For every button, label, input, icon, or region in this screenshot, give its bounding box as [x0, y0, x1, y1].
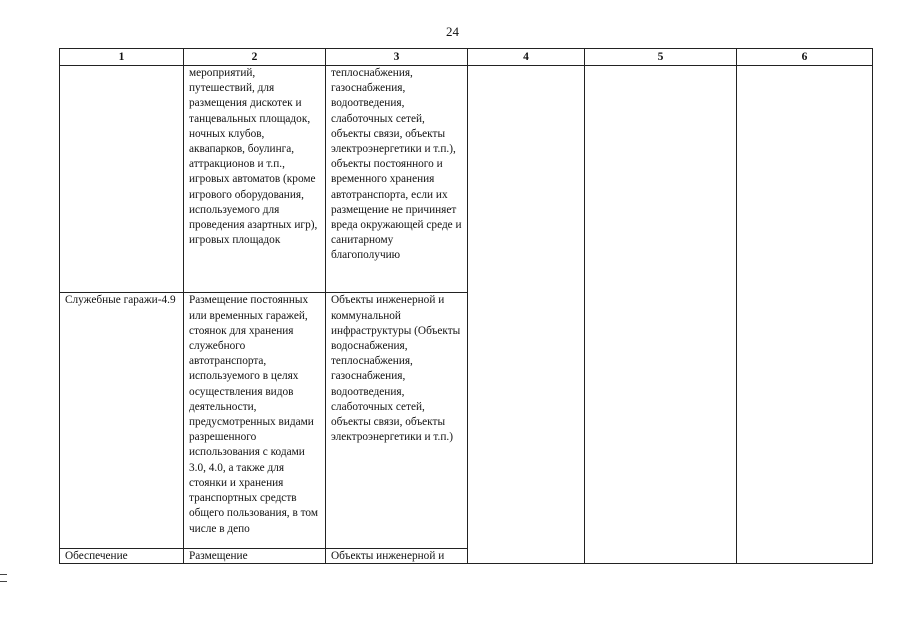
table-row: [60, 66, 873, 293]
row-1-auxiliary-uses: теплоснабжения, газоснабжения, водоотведения, слаботочных сетей, объекты связи, объекты электроэнергетики и т.п.), объекты постоянного и временного хранения автотранспорта, если их размещение не причиняет вреда окружающей среде и санитарному благополучию: [326, 66, 468, 293]
col-6-cell: [737, 66, 873, 564]
header-col-5: 5: [585, 49, 737, 66]
scan-edge-mark: [0, 581, 7, 582]
header-col-4: 4: [468, 49, 585, 66]
row-1-description: мероприятий, путешествий, для размещения дискотек и танцевальных площадок, ночных клубов, аквапарков, боулинга, аттракционов и т.п., игровых автоматов (кроме игрового оборудования, используемого для проведения азартных игр), игровых площадок: [184, 66, 326, 293]
row-2-use-type: Служебные гаражи-4.9: [60, 293, 184, 549]
row-2-auxiliary-uses: Объекты инженерной и коммунальной инфраструктуры (Объекты водоснабжения, теплоснабжения, газоснабжения, водоотведения, слаботочных сетей, объекты связи, объекты электроэнергетики и т.п.): [326, 293, 468, 549]
header-col-1: 1: [60, 49, 184, 66]
header-col-2: 2: [184, 49, 326, 66]
permitted-use-table: [59, 48, 873, 564]
page-number: 24: [446, 24, 459, 39]
header-row: [60, 49, 873, 66]
scan-edge-mark: [0, 574, 7, 575]
row-3-use-type: Обеспечение: [60, 548, 184, 563]
col-5-cell: [585, 66, 737, 564]
header-col-6: 6: [737, 49, 873, 66]
row-3-description: Размещение: [184, 548, 326, 563]
row-3-auxiliary-uses: Объекты инженерной и: [326, 548, 468, 563]
row-1-use-type: [60, 66, 184, 293]
header-col-3: 3: [326, 49, 468, 66]
col-4-cell: [468, 66, 585, 564]
row-2-description: Размещение постоянных или временных гаражей, стоянок для хранения служебного автотранспорта, используемого в целях осуществления видов деятельности, предусмотренных видами разрешенного использования с кодами 3.0, 4.0, а также для стоянки и хранения транспортных средств общего пользования, в том числе в депо: [184, 293, 326, 549]
